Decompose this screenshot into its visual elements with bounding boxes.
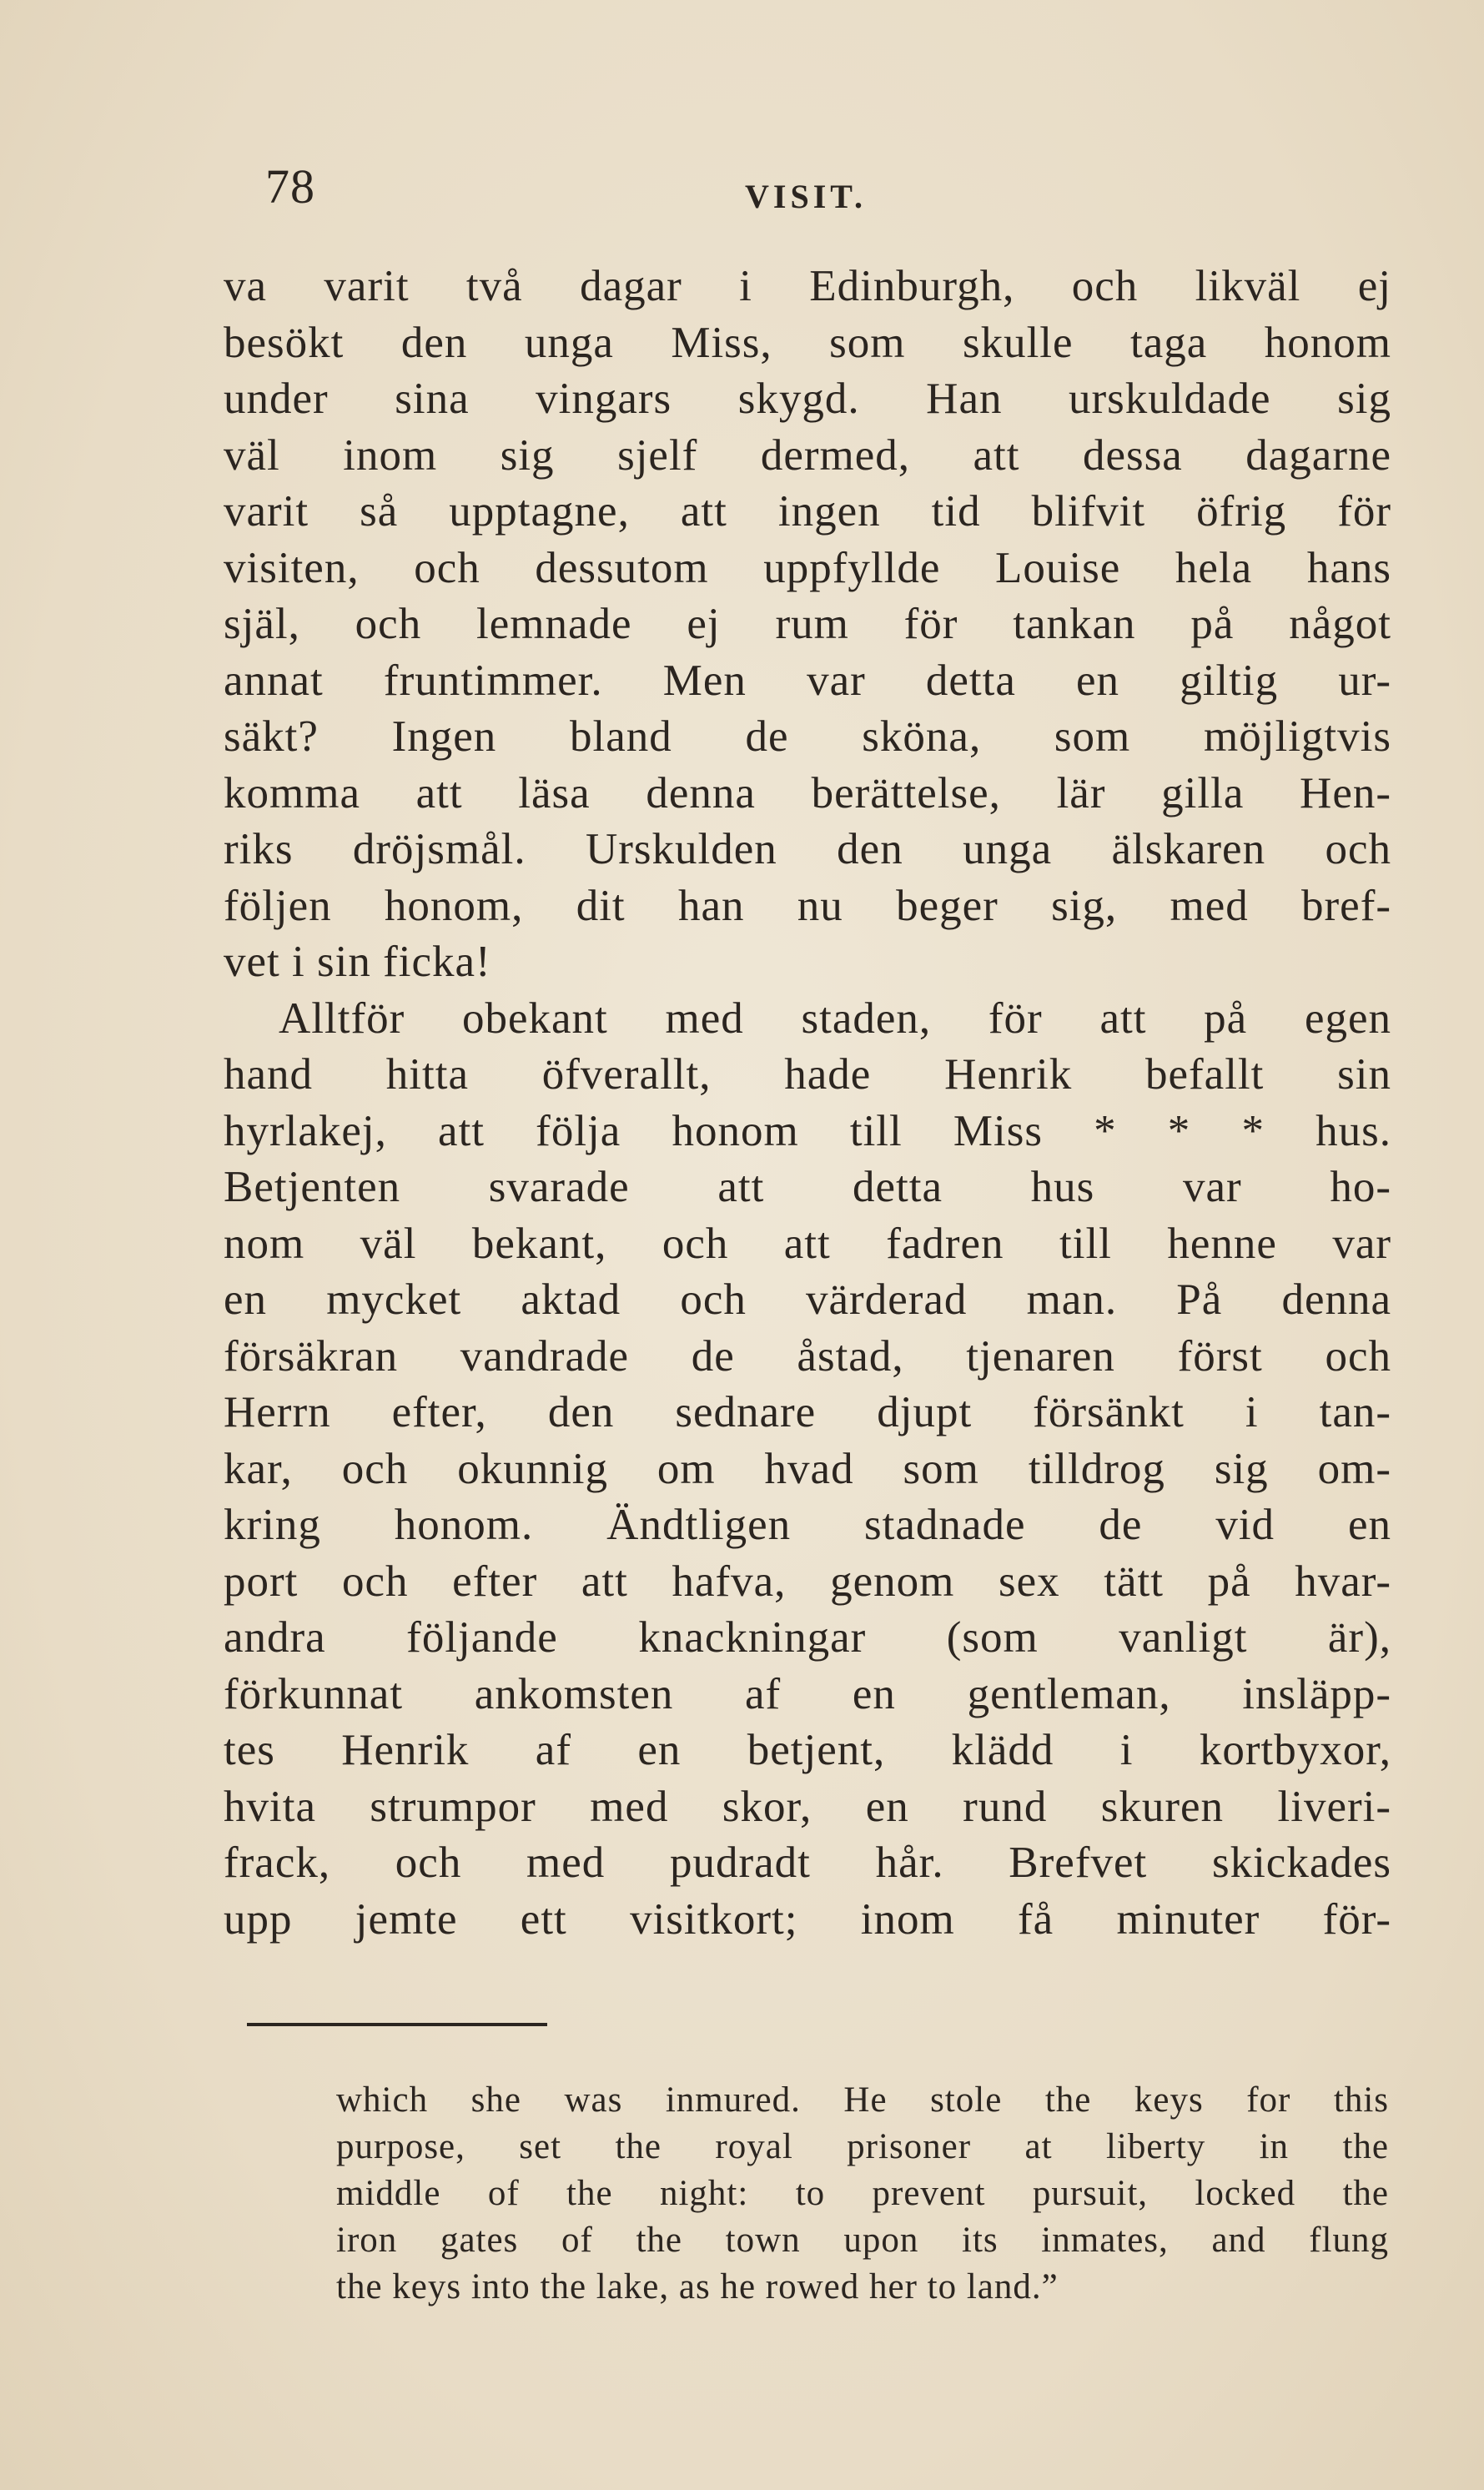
body-line: hvita strumpor med skor, en rund skuren liveri-	[224, 1782, 1391, 1831]
page-number: 78	[265, 159, 315, 214]
body-text	[224, 259, 1391, 1948]
body-line: Alltför obekant med staden, för att på egen	[279, 993, 1391, 1043]
body-line: andra följande knackningar (som vanligt är),	[224, 1613, 1391, 1662]
body-line: hyrlakej, att följa honom till Miss * * * hus.	[224, 1106, 1391, 1155]
body-line: frack, och med pudradt hår. Brefvet skickades	[224, 1839, 1391, 1887]
body-line: tes Henrik af en betjent, klädd i kortbyxor,	[224, 1726, 1391, 1774]
body-line: själ, och lemnade ej rum för tankan på något	[224, 600, 1391, 648]
footnote-line: which she was inmured. He stole the keys for this	[336, 2080, 1389, 2120]
body-line: kring honom. Ändtligen stadnade de vid en	[224, 1501, 1391, 1549]
body-line: väl inom sig sjelf dermed, att dessa dagarne	[224, 430, 1391, 480]
body-line: en mycket aktad och värderad man. På denna	[224, 1275, 1391, 1324]
body-line: komma att läsa denna berättelse, lär gilla Hen-	[224, 768, 1391, 817]
body-line: Betjenten svarade att detta hus var ho-	[224, 1163, 1391, 1211]
body-line: säkt? Ingen bland de sköna, som möjligtvis	[224, 712, 1391, 761]
body-line: förkunnat ankomsten af en gentleman, insläpp-	[224, 1669, 1391, 1718]
body-line: port och efter att hafva, genom sex tätt på hvar-	[224, 1557, 1391, 1606]
footnote-line: the keys into the lake, as he rowed her to land.”	[336, 2267, 1059, 2306]
body-line: vet i sin ficka!	[224, 938, 491, 986]
body-line: under sina vingars skygd. Han urskuldade sig	[224, 375, 1391, 423]
body-line: nom väl bekant, och att fadren till henne var	[224, 1219, 1391, 1268]
body-line: besökt den unga Miss, som skulle taga honom	[224, 318, 1391, 367]
footnote	[336, 2077, 1389, 2311]
body-line: riks dröjsmål. Urskulden den unga älskaren och	[224, 825, 1391, 873]
body-line: försäkran vandrade de åstad, tjenaren först och	[224, 1331, 1391, 1381]
body-line: följen honom, dit han nu beger sig, med bref-	[224, 881, 1391, 930]
running-head: VISIT.	[745, 178, 867, 215]
body-line: hand hitta öfverallt, hade Henrik befallt sin	[224, 1050, 1391, 1099]
page-header	[265, 158, 1391, 234]
body-line: upp jemte ett visitkort; inom få minuter för-	[224, 1894, 1391, 1944]
body-line: varit så upptagne, att ingen tid blifvit öfrig för	[224, 487, 1391, 536]
body-line: va varit två dagar i Edinburgh, och likväl ej	[224, 262, 1391, 310]
body-line: Herrn efter, den sednare djupt försänkt i tan-	[224, 1388, 1391, 1436]
footnote-line: iron gates of the town upon its inmates, and flung	[336, 2221, 1389, 2260]
body-line: visiten, och dessutom uppfyllde Louise hela hans	[224, 543, 1391, 592]
body-line: annat fruntimmer. Men var detta en giltig ur-	[224, 656, 1391, 705]
body-line: kar, och okunnig om hvad som tilldrog sig om-	[224, 1444, 1391, 1493]
footnote-line: middle of the night: to prevent pursuit, locked the	[336, 2174, 1389, 2213]
footnote-rule	[247, 2023, 547, 2026]
footnote-line: purpose, set the royal prisoner at liberty in the	[336, 2127, 1389, 2166]
